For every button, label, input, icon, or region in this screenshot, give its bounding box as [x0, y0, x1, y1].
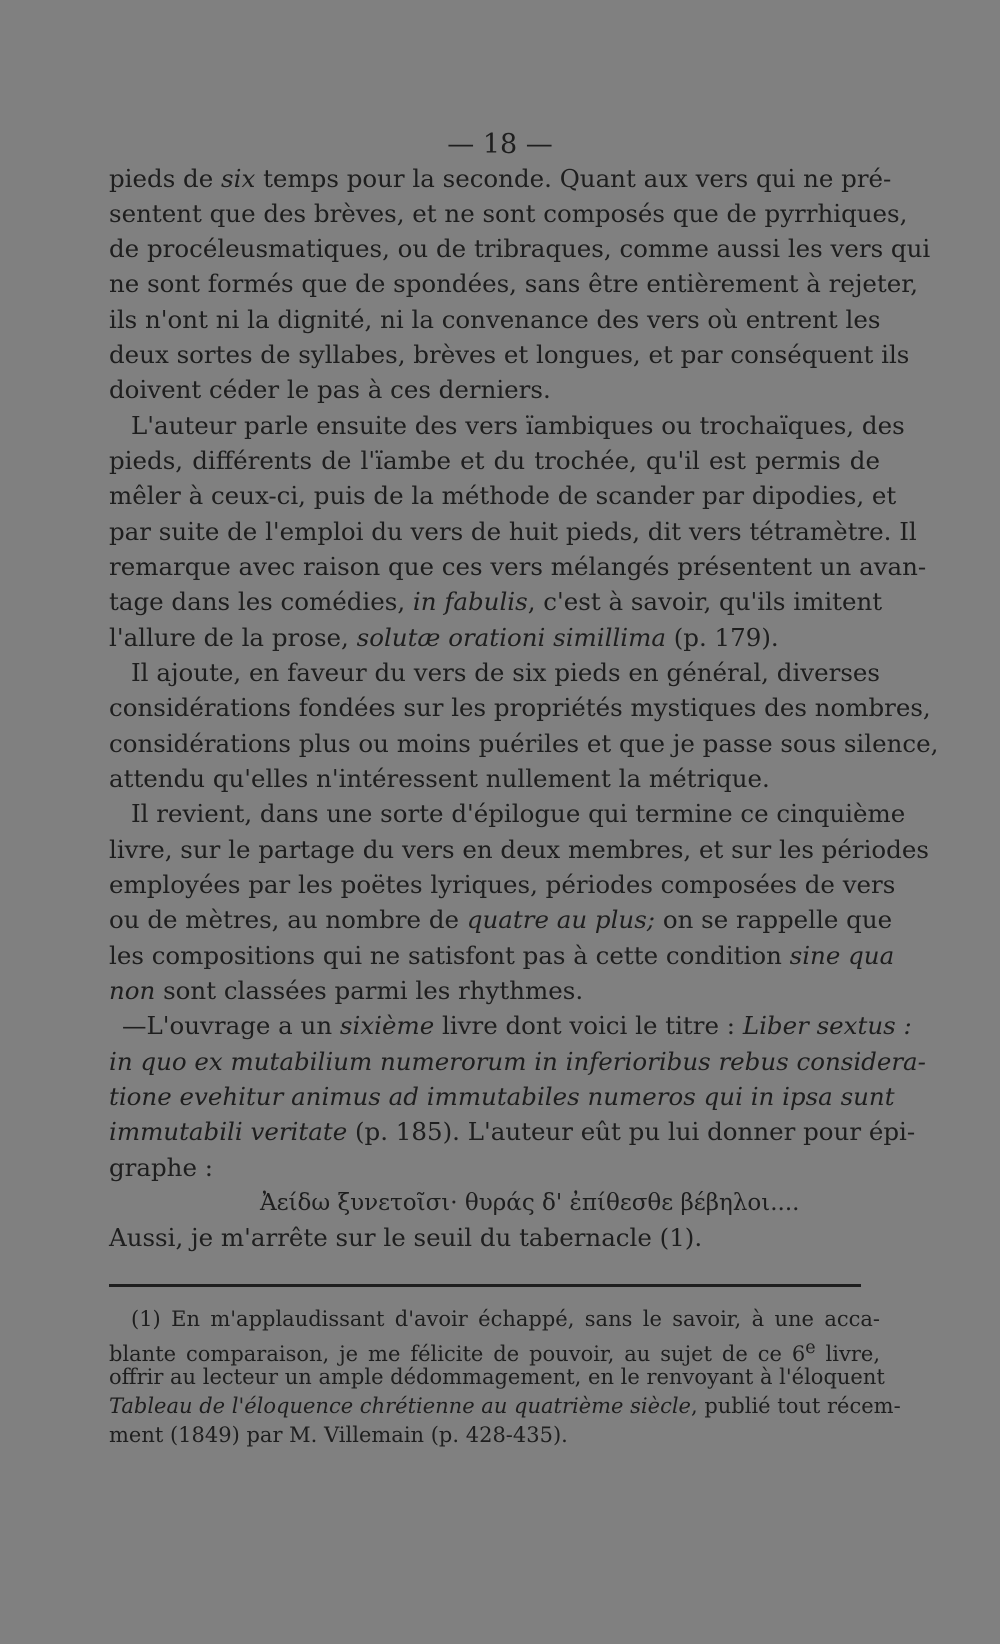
text-line: mêler à ceux-ci, puis de la méthode de scander par dipodies, et: [109, 481, 897, 510]
italic-span: in quo ex mutabilium numerorum in inferioribus rebus considera-: [109, 1047, 926, 1076]
italic-span: immutabili veritate: [109, 1117, 348, 1146]
text-line: deux sortes de syllabes, brèves et longues, et par conséquent ils: [109, 340, 910, 369]
text-line: non sont classées parmi les rhythmes.: [109, 976, 584, 1005]
text-line: Il revient, dans une sorte d'épilogue qui termine ce cinquième: [131, 799, 906, 828]
italic-span: sine qua: [789, 941, 895, 970]
footnote-line: blante comparaison, je me félicite de pouvoir, au sujet de ce 6e livre,: [109, 1338, 880, 1366]
footnote-line: Tableau de l'éloquence chrétienne au quatrième siècle, publié tout récem-: [109, 1394, 901, 1418]
text-line: graphe :: [109, 1153, 214, 1182]
text-line: considérations plus ou moins puériles et que je passe sous silence,: [109, 729, 939, 758]
text-line: pieds, différents de l'ïambe et du trochée, qu'il est permis de: [109, 446, 880, 475]
text-line: pieds de six temps pour la seconde. Quant aux vers qui ne pré-: [109, 164, 892, 193]
text-line: [109, 1080, 895, 1114]
italic-span: solutæ orationi simillima: [356, 623, 666, 652]
text-line: Il ajoute, en faveur du vers de six pieds en général, diverses: [131, 658, 880, 687]
footnote-rule: [109, 1284, 861, 1287]
text-line: par suite de l'emploi du vers de huit pieds, dit vers tétramètre. Il: [109, 517, 917, 546]
text-line: livre, sur le partage du vers en deux membres, et sur les périodes: [109, 835, 929, 864]
italic-span: sixième: [339, 1011, 435, 1040]
text-line: de procéleusmatiques, ou de tribraques, comme aussi les vers qui: [109, 234, 931, 263]
italic-span: in fabulis: [412, 587, 528, 616]
greek-epigraph: Ἀείδω ξυνετοῖσι· θυράς δ' ἐπίθεσθε βέβηλοι....: [260, 1190, 800, 1216]
footnote-line: offrir au lecteur un ample dédommagement, en le renvoyant à l'éloquent: [109, 1365, 885, 1389]
footnote-line: (1) En m'applaudissant d'avoir échappé, sans le savoir, à une acca-: [131, 1307, 880, 1331]
text-line: remarque avec raison que ces vers mélangés présentent un avan-: [109, 552, 927, 581]
italic-span: tione evehitur animus ad immutabiles numeros qui in ipsa sunt: [109, 1082, 895, 1111]
text-line: ou de mètres, au nombre de quatre au plus; on se rappelle que: [109, 905, 893, 934]
text-line: ils n'ont ni la dignité, ni la convenance des vers où entrent les: [109, 305, 881, 334]
text-line: les compositions qui ne satisfont pas à cette condition sine qua: [109, 941, 895, 970]
italic-span: quatre au plus;: [466, 905, 656, 934]
text-line: attendu qu'elles n'intéressent nullement la métrique.: [109, 764, 770, 793]
text-line: —L'ouvrage a un sixième livre dont voici le titre : Liber sextus :: [122, 1011, 912, 1040]
text-line: Aussi, je m'arrête sur le seuil du tabernacle (1).: [109, 1223, 703, 1252]
text-line: employées par les poëtes lyriques, périodes composées de vers: [109, 870, 896, 899]
text-line: ne sont formés que de spondées, sans être entièrement à rejeter,: [109, 269, 919, 298]
text-line: considérations fondées sur les propriétés mystiques des nombres,: [109, 693, 931, 722]
italic-span: six: [221, 164, 256, 193]
footnote-line: ment (1849) par M. Villemain (p. 428-435).: [109, 1423, 568, 1447]
italic-span: Tableau de l'éloquence chrétienne au quatrième siècle: [109, 1394, 691, 1418]
italic-span: non: [109, 976, 156, 1005]
superscript: e: [805, 1338, 816, 1358]
page-number: — 18 —: [447, 129, 553, 160]
text-line: [109, 1045, 926, 1079]
italic-span: Liber sextus :: [742, 1011, 912, 1040]
text-line: sentent que des brèves, et ne sont composés que de pyrrhiques,: [109, 199, 908, 228]
text-line: l'allure de la prose, solutæ orationi simillima (p. 179).: [109, 623, 779, 652]
text-line: immutabili veritate (p. 185). L'auteur eût pu lui donner pour épi-: [109, 1117, 916, 1146]
text-line: L'auteur parle ensuite des vers ïambiques ou trochaïques, des: [131, 411, 905, 440]
text-line: doivent céder le pas à ces derniers.: [109, 375, 551, 404]
text-line: tage dans les comédies, in fabulis, c'est à savoir, qu'ils imitent: [109, 587, 883, 616]
